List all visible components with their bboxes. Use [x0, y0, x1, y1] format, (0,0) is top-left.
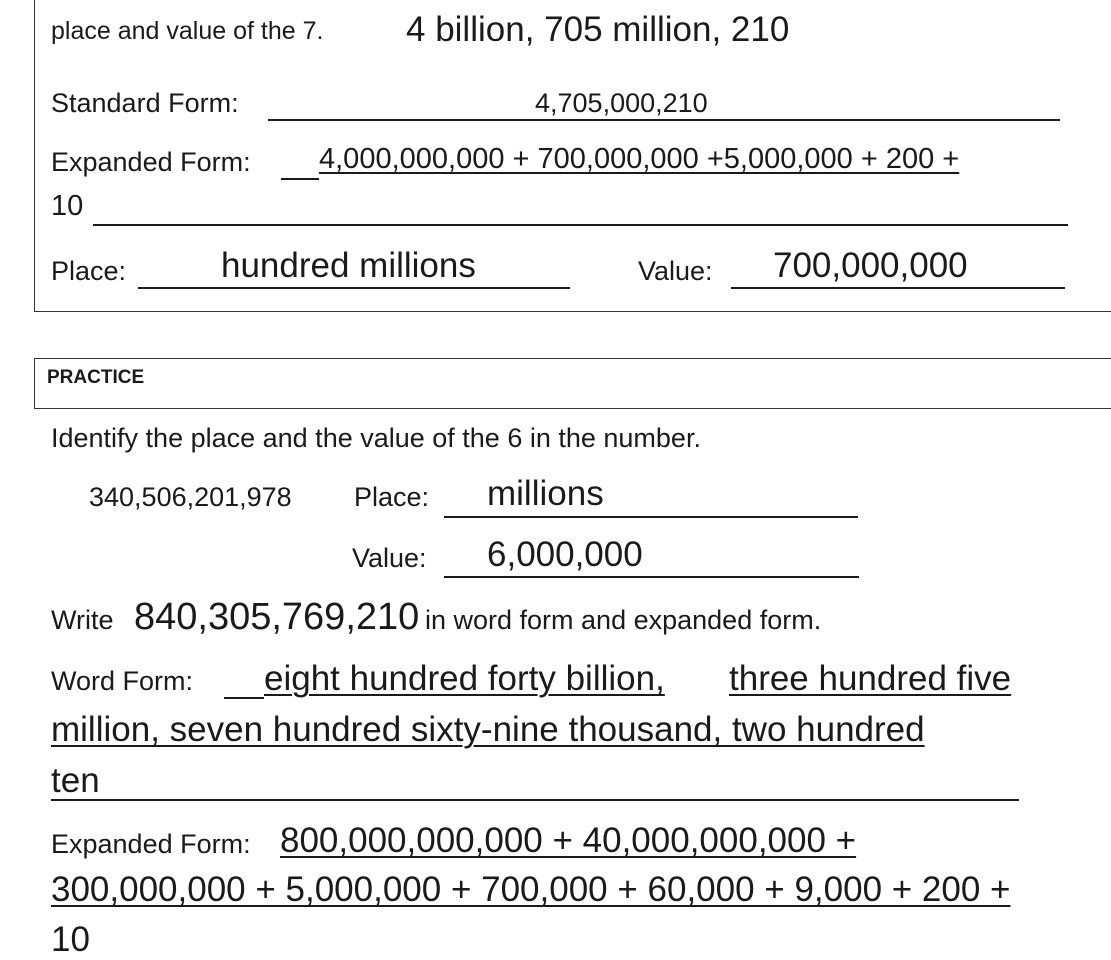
word-form-label: Word Form:	[51, 666, 194, 696]
standard-form-label: Standard Form:	[51, 88, 239, 118]
q1-value-label: Value:	[352, 543, 427, 573]
q1-number: 340,506,201,978	[89, 482, 292, 512]
place-label: Place:	[51, 256, 127, 286]
q2-expanded-label: Expanded Form:	[51, 829, 251, 859]
q1-place-label: Place:	[354, 482, 430, 512]
q1-prompt: Identify the place and the value of the 6 in the number.	[51, 423, 701, 453]
place-answer: hundred millions	[221, 246, 476, 285]
expanded-form-blank-tail	[93, 197, 1068, 226]
q2-rest: in word form and expanded form.	[425, 605, 822, 635]
standard-form-answer: 4,705,000,210	[535, 88, 708, 118]
q2-write-word: Write	[51, 605, 114, 635]
expanded-form-label: Expanded Form:	[51, 147, 251, 177]
word-form-blank-lead	[224, 667, 264, 699]
example-box-bottom-border	[34, 311, 1111, 312]
q1-value-answer: 6,000,000	[487, 535, 643, 574]
word-form-blank-tail	[51, 769, 1019, 801]
value-answer: 700,000,000	[773, 246, 968, 285]
word-form-line3: ten	[51, 761, 100, 800]
expanded-form-answer-line2: 10	[51, 190, 84, 222]
practice-header: PRACTICE	[47, 367, 145, 388]
practice-header-bottom-border	[34, 408, 1111, 409]
expanded-form-blank-lead	[281, 151, 319, 180]
word-form-line1a: eight hundred forty billion,	[264, 659, 665, 698]
value-label: Value:	[638, 256, 713, 286]
q2-expanded-line1: 800,000,000,000 + 40,000,000,000 +	[280, 821, 857, 860]
q2-number: 840,305,769,210	[134, 596, 420, 638]
practice-box-top-border	[34, 358, 1111, 359]
example-box-left-border	[34, 0, 35, 312]
q2-expanded-line3: 10	[51, 920, 90, 959]
word-form-line1b: three hundred five	[729, 659, 1012, 698]
q1-place-answer: millions	[487, 474, 604, 513]
example-number: 4 billion, 705 million, 210	[406, 10, 790, 49]
word-form-line2: million, seven hundred sixty-nine thousand, two hundred	[51, 710, 925, 749]
q2-expanded-line2: 300,000,000 + 5,000,000 + 700,000 + 60,000 + 9,000 + 200 +	[51, 870, 1011, 909]
expanded-form-answer-line1: 4,000,000,000 + 700,000,000 +5,000,000 + 200 +	[319, 143, 960, 175]
example-prompt-tail: place and value of the 7.	[51, 17, 324, 45]
practice-box-left-border	[34, 358, 35, 409]
